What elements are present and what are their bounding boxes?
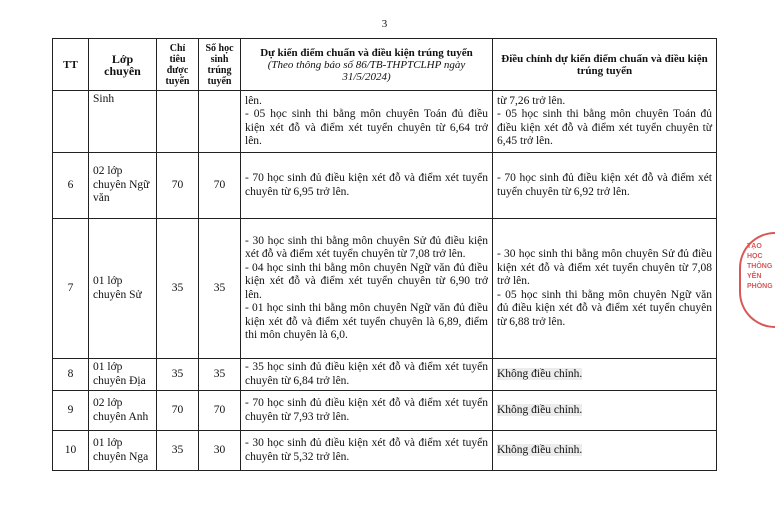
dieuchinh-line: từ 7,26 trở lên. <box>497 94 566 107</box>
dieuchinh-line: - 30 học sinh thi bằng môn chuyên Sử đủ điều kiện xét đỗ và điểm xét tuyển chuyên từ 7,08 trở lên. <box>497 248 712 287</box>
table-row <box>53 359 717 391</box>
table-row <box>53 219 717 359</box>
table-row <box>53 431 717 471</box>
cell-dukien <box>241 153 493 219</box>
cell-dieuchinh <box>493 91 717 153</box>
header-tt: TT <box>53 39 89 91</box>
dukien-line: - 30 học sinh đủ điều kiện xét đỗ và điểm xét tuyển chuyên từ 5,32 trở lên. <box>245 437 488 463</box>
dukien-line: - 70 học sinh đủ điều kiện xét đỗ và điểm xét tuyển chuyên từ 7,93 trở lên. <box>245 397 488 423</box>
cell-sohs: 70 <box>199 391 241 431</box>
cell-dukien <box>241 219 493 359</box>
cell-chitieu: 70 <box>157 391 199 431</box>
cell-dieuchinh <box>493 431 717 471</box>
no-change-label: Không điều chỉnh. <box>497 367 583 380</box>
no-change-label: Không điều chỉnh. <box>497 403 583 416</box>
cell-tt: 8 <box>53 359 89 391</box>
dukien-line: - 01 học sinh thi bằng môn chuyên Ngữ văn đủ điều kiện xét đỗ và điểm xét tuyển chuyên là 6,89, điểm thi môn chuyên là 6,0. <box>245 302 488 341</box>
cell-sohs: 30 <box>199 431 241 471</box>
cell-tt: 9 <box>53 391 89 431</box>
header-chitieu: Chỉ tiêu được tuyển <box>157 39 199 91</box>
table-row <box>53 91 717 153</box>
header-dukien-title: Dự kiến điểm chuẩn và điều kiện trúng tuyển <box>260 46 473 59</box>
cell-tt: 6 <box>53 153 89 219</box>
cell-chitieu: 35 <box>157 359 199 391</box>
dieuchinh-line: - 05 học sinh thi bằng môn chuyên Toán đủ điều kiện xét đỗ và điểm xét tuyển chuyên từ 6,45 trở lên. <box>497 108 712 147</box>
header-lop: Lớp chuyên <box>89 39 157 91</box>
dukien-line: - 35 học sinh đủ điều kiện xét đỗ và điểm xét tuyển chuyên từ 6,84 trở lên. <box>245 361 488 387</box>
cell-tt: 7 <box>53 219 89 359</box>
cell-lop: 01 lớp chuyên Nga <box>89 431 157 471</box>
dukien-line: - 30 học sinh thi bằng môn chuyên Sử đủ điều kiện xét đỗ và điểm xét tuyển chuyên từ 7,08 trở lên. <box>245 234 488 260</box>
cell-chitieu <box>157 91 199 153</box>
header-row <box>53 39 717 91</box>
cell-dieuchinh <box>493 153 717 219</box>
dukien-line: - 70 học sinh đủ điều kiện xét đỗ và điểm xét tuyển chuyên từ 6,95 trở lên. <box>245 172 488 198</box>
no-change-label: Không điều chỉnh. <box>497 443 583 456</box>
table-row <box>53 391 717 431</box>
cell-dieuchinh <box>493 391 717 431</box>
cell-lop: Sinh <box>89 91 157 153</box>
cell-dukien <box>241 359 493 391</box>
cell-chitieu: 35 <box>157 431 199 471</box>
cell-chitieu: 35 <box>157 219 199 359</box>
dieuchinh-line: - 70 học sinh đủ điều kiện xét đỗ và điểm xét tuyển chuyên từ 6,92 trở lên. <box>497 172 712 198</box>
cell-lop: 02 lớp chuyên Anh <box>89 391 157 431</box>
cell-tt: 10 <box>53 431 89 471</box>
dukien-line: lên. <box>245 94 262 107</box>
cell-sohs: 35 <box>199 219 241 359</box>
cell-chitieu: 70 <box>157 153 199 219</box>
header-dukien-sub: (Theo thông báo số 86/TB-THPTCLHP ngày 31/5/2024) <box>267 58 466 83</box>
cell-sohs: 70 <box>199 153 241 219</box>
dieuchinh-line <box>497 404 712 418</box>
dieuchinh-line <box>497 368 712 382</box>
page-number: 3 <box>381 18 388 30</box>
cell-tt <box>53 91 89 153</box>
header-dieuchinh: Điều chỉnh dự kiến điểm chuẩn và điều kiện trúng tuyển <box>493 39 717 91</box>
dieuchinh-line: - 05 học sinh thi bằng môn chuyên Ngữ văn đủ điều kiện xét đỗ và điểm xét tuyển chuyên từ 6,88 trở lên. <box>497 288 712 328</box>
cell-dukien <box>241 391 493 431</box>
header-dukien <box>241 39 493 91</box>
cell-dieuchinh <box>493 359 717 391</box>
official-stamp: TẠO HỌC THÔNG YÊN PHÒNG <box>739 232 775 328</box>
cell-lop: 01 lớp chuyên Sử <box>89 219 157 359</box>
dukien-line: - 05 học sinh thi bằng môn chuyên Toán đủ điều kiện xét đỗ và điểm xét tuyển chuyên từ 6,64 trở lên. <box>245 108 488 147</box>
header-sohs: Số học sinh trúng tuyển <box>199 39 241 91</box>
cell-dieuchinh <box>493 219 717 359</box>
cell-lop: 01 lớp chuyên Địa <box>89 359 157 391</box>
dukien-line: - 04 học sinh thi bằng môn chuyên Ngữ văn đủ điều kiện xét đỗ và điểm xét tuyển chuyên từ 6,90 trở lên. <box>245 261 488 301</box>
cell-lop: 02 lớp chuyên Ngữ văn <box>89 153 157 219</box>
cell-dukien <box>241 431 493 471</box>
cell-dukien <box>241 91 493 153</box>
cell-sohs: 35 <box>199 359 241 391</box>
admission-table <box>52 38 717 471</box>
table-row <box>53 153 717 219</box>
cell-sohs <box>199 91 241 153</box>
dieuchinh-line <box>497 444 712 458</box>
